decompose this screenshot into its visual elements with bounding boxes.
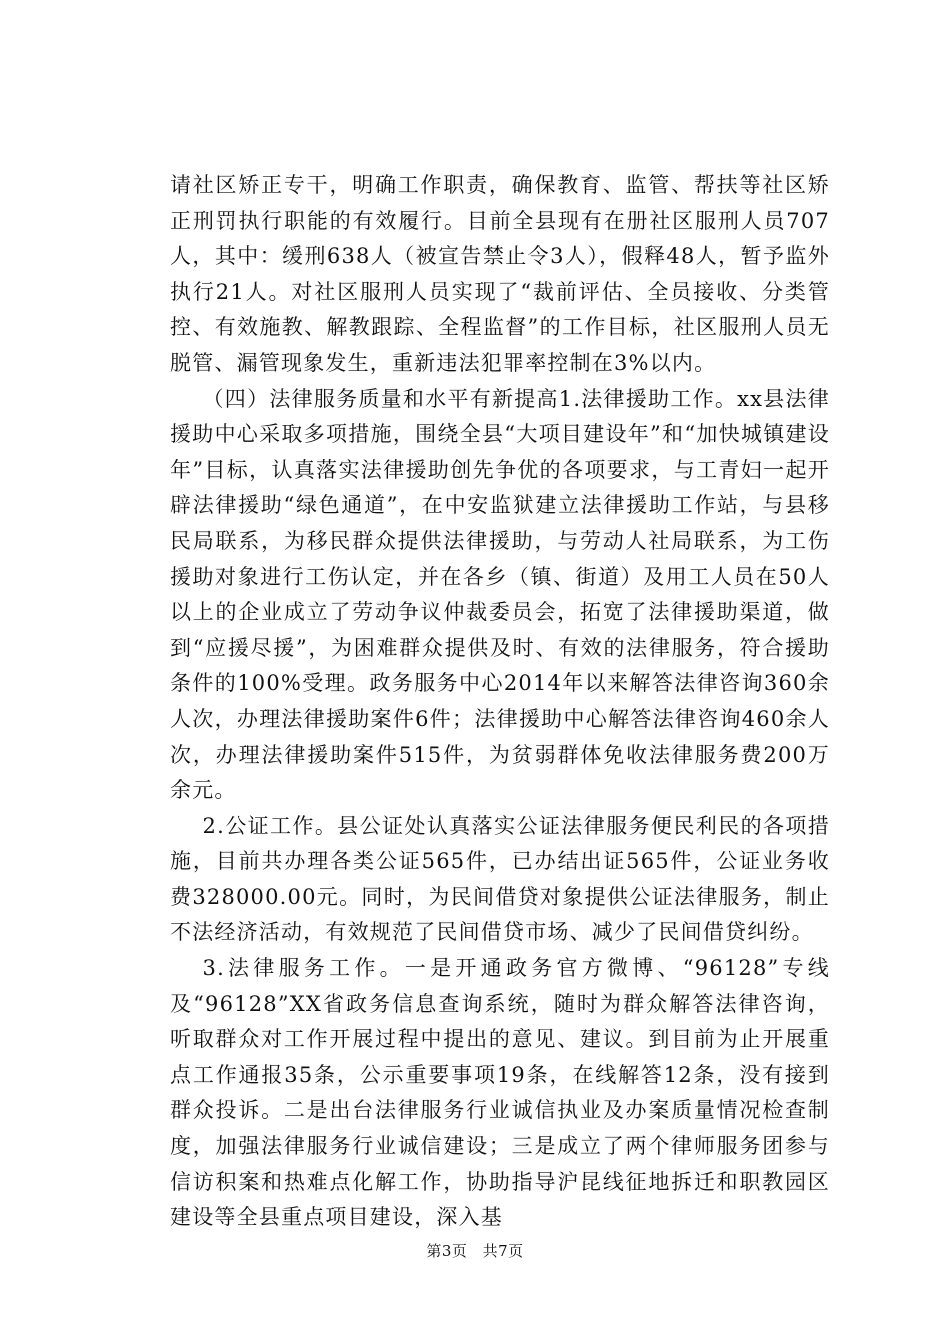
page-footer	[0, 1241, 950, 1261]
page-total: 共7页	[482, 1242, 524, 1260]
body-text	[170, 168, 830, 1236]
paragraph-notary: 2.公证工作。县公证处认真落实公证法律服务便民利民的各项措施，目前共办理各类公证565件，已办结出证565件，公证业务收费328000.00元。同时，为民间借贷对象提供公证法律服务，制止不法经济活动，有效规范了民间借贷市场、减少了民间借贷纠纷。	[170, 813, 830, 945]
paragraph-legal-aid: （四）法律服务质量和水平有新提高1.法律援助工作。xx县法律援助中心采取多项措施，围绕全县“大项目建设年”和“加快城镇建设年”目标，认真落实法律援助创先争优的各项要求，与工青妇一起开辟法律援助“绿色通道”，在中安监狱建立法律援助工作站，与县移民局联系，为移民群众提供法律援助，与劳动人社局联系，为工伤援助对象进行工伤认定，并在各乡（镇、街道）及用工人员在50人以上的企业成立了劳动争议仲裁委员会，拓宽了法律援助渠道，做到“应援尽援”，为困难群众提供及时、有效的法律服务，符合援助条件的100%受理。政务服务中心2014年以来解答法律咨询360余人次，办理法律援助案件6件；法律援助中心解答法律咨询460余人次，办理法律援助案件515件，为贫弱群体免收法律服务费200万余元。	[170, 386, 830, 803]
paragraph-legal-service: 3.法律服务工作。一是开通政务官方微博、“96128”专线及“96128”XX省政务信息查询系统，随时为群众解答法律咨询，听取群众对工作开展过程中提出的意见、建议。到目前为止开展重点工作通报35条，公示重要事项19条，在线解答12条，没有接到群众投诉。二是出台法律服务行业诚信执业及办案质量情况检查制度，加强法律服务行业诚信建设；三是成立了两个律师服务团参与信访积案和热难点化解工作，协助指导沪昆线征地拆迁和职教园区建设等全县重点项目建设，深入基	[170, 956, 830, 1230]
paragraph-probation: 请社区矫正专干，明确工作职责，确保教育、监管、帮扶等社区矫正刑罚执行职能的有效履行。目前全县现有在册社区服刑人员707人，其中：缓刑638人（被宣告禁止令3人），假释48人，暂予监外执行21人。对社区服刑人员实现了“裁前评估、全员接收、分类管控、有效施教、解教跟踪、全程监督”的工作目标，社区服刑人员无脱管、漏管现象发生，重新违法犯罪率控制在3%以内。	[170, 173, 830, 375]
page-number: 第3页	[426, 1242, 468, 1260]
